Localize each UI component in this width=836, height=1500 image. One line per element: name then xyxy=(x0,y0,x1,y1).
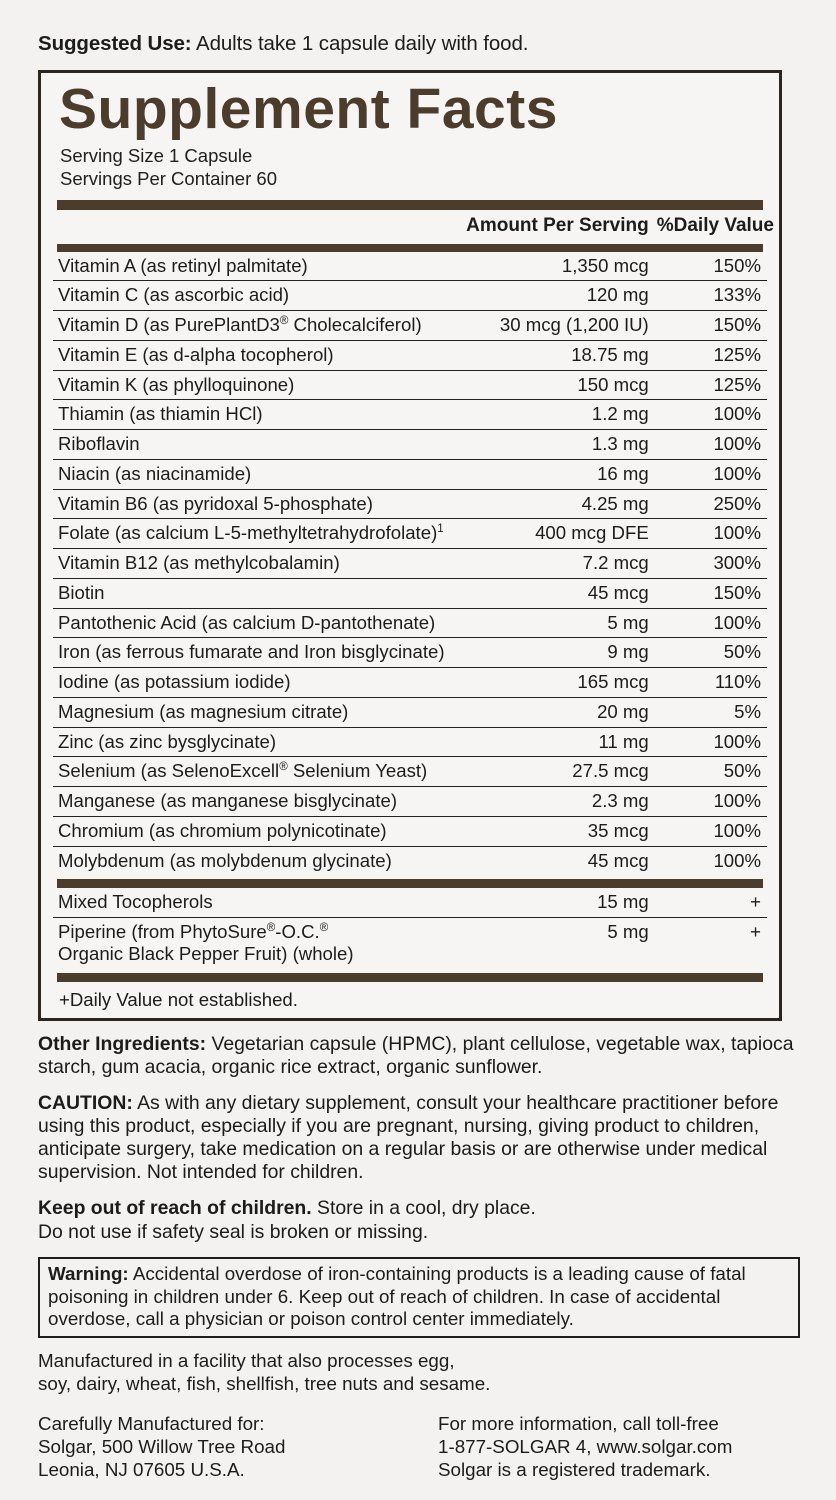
footer-right-line2: 1-877-SOLGAR 4, www.solgar.com xyxy=(438,1436,733,1458)
nutrient-amount: 35 mcg xyxy=(456,816,652,846)
nutrient-name: Vitamin E (as d-alpha tocopherol) xyxy=(53,340,456,370)
table-row xyxy=(53,816,767,846)
nutrient-amount: 165 mcg xyxy=(456,668,652,698)
footer-right-line1: For more information, call toll-free xyxy=(438,1413,719,1435)
table-row xyxy=(53,697,767,727)
nutrient-daily-value: + xyxy=(653,918,767,969)
nutrient-daily-value: 300% xyxy=(653,549,767,579)
registered-trademark-icon: ® xyxy=(319,922,329,935)
nutrient-amount: 1,350 mcg xyxy=(561,254,649,276)
nutrient-amount: 5 mg xyxy=(456,608,652,638)
table-row xyxy=(53,519,767,549)
nutrient-amount: 45 mcg xyxy=(456,578,652,608)
nutrient-name: Vitamin D (as PurePlantD3® Cholecalciferol) xyxy=(53,311,456,341)
table-row xyxy=(53,340,767,370)
table-row xyxy=(53,430,767,460)
rule-above-plus-rows xyxy=(57,879,763,888)
label-body-text xyxy=(38,1033,800,1482)
keep-out-line2: Do not use if safety seal is broken or missing. xyxy=(38,1220,429,1243)
nutrient-amount: 2.3 mg xyxy=(456,787,652,817)
nutrient-name: Iodine (as potassium iodide) xyxy=(53,668,456,698)
nutrient-amount: 45 mcg xyxy=(456,846,652,875)
footer xyxy=(38,1413,800,1481)
nutrient-rows-body xyxy=(53,252,767,876)
nutrient-amount: 7.2 mcg xyxy=(456,549,652,579)
caution-paragraph xyxy=(38,1092,800,1184)
footer-contact-column xyxy=(438,1413,798,1481)
nutrient-amount: 16 mg xyxy=(456,459,652,489)
table-row xyxy=(53,459,767,489)
nutrient-name: Piperine (from PhytoSure®-O.C.® Organic Black Pepper Fruit) (whole) xyxy=(53,918,456,969)
nutrient-name: Magnesium (as magnesium citrate) xyxy=(53,697,456,727)
nutrient-amount: 18.75 mg xyxy=(456,340,652,370)
col-header-daily-value: %Daily Value xyxy=(656,214,774,236)
nutrient-amount: 1.3 mg xyxy=(456,430,652,460)
nutrient-name: Vitamin K (as phylloquinone) xyxy=(53,370,456,400)
table-row xyxy=(53,918,767,969)
table-row xyxy=(53,400,767,430)
nutrient-daily-value: 133% xyxy=(653,281,767,311)
nutrient-daily-value: 125% xyxy=(653,340,767,370)
table-row xyxy=(53,281,767,311)
table-row xyxy=(53,489,767,519)
footer-left-line1: Carefully Manufactured for: xyxy=(38,1413,265,1435)
nutrient-name: Mixed Tocopherols xyxy=(58,891,213,913)
nutrient-name: Selenium (as SelenoExcell® Selenium Yeast) xyxy=(53,757,456,787)
plus-rows-body xyxy=(53,888,767,968)
nutrient-daily-value: 100% xyxy=(653,608,767,638)
table-row xyxy=(53,787,767,817)
nutrient-name: Vitamin B6 (as pyridoxal 5-phosphate) xyxy=(53,489,456,519)
nutrient-daily-value: 110% xyxy=(653,668,767,698)
serving-info xyxy=(60,144,767,191)
nutrient-name: Vitamin A (as retinyl palmitate) xyxy=(58,254,308,276)
serving-size: Serving Size 1 Capsule xyxy=(60,145,253,167)
nutrient-name: Manganese (as manganese bisglycinate) xyxy=(53,787,456,817)
nutrient-amount: 400 mcg DFE xyxy=(456,519,652,549)
registered-trademark-icon: ® xyxy=(279,761,288,774)
table-row xyxy=(53,608,767,638)
nutrition-table xyxy=(53,210,774,241)
table-row xyxy=(53,727,767,757)
rule-top-thick xyxy=(57,200,763,210)
nutrient-name: Biotin xyxy=(53,578,456,608)
plus-rows-table xyxy=(53,888,767,968)
nutrient-amount: 5 mg xyxy=(456,918,652,969)
nutrient-name: Thiamin (as thiamin HCl) xyxy=(53,400,456,430)
nutrient-amount: 11 mg xyxy=(456,727,652,757)
table-row xyxy=(53,370,767,400)
nutrient-daily-value: 150% xyxy=(653,578,767,608)
table-header xyxy=(53,210,774,241)
nutrient-name: Molybdenum (as molybdenum glycinate) xyxy=(53,846,456,875)
nutrient-amount: 120 mg xyxy=(456,281,652,311)
nutrient-daily-value: 125% xyxy=(653,370,767,400)
nutrient-amount: 4.25 mg xyxy=(456,489,652,519)
nutrient-daily-value: 150% xyxy=(713,254,761,276)
table-row xyxy=(53,311,767,341)
table-row xyxy=(53,549,767,579)
table-row xyxy=(53,846,767,875)
servings-per-container: Servings Per Container 60 xyxy=(60,168,277,190)
nutrient-daily-value: 100% xyxy=(653,430,767,460)
other-ingredients-text: Vegetarian capsule (HPMC), plant cellulose, vegetable wax, tapioca starch, gum acacia, organic rice extract, organic sunflower. xyxy=(38,1033,794,1079)
keep-out-label: Keep out of reach of children. xyxy=(38,1197,312,1220)
nutrient-amount: 1.2 mg xyxy=(456,400,652,430)
keep-out-paragraph xyxy=(38,1197,800,1243)
caution-text: As with any dietary supplement, consult your healthcare practitioner before using this product, especially if you are pregnant, nursing, giving product to children, anticipate surgery, take medication on a regular basis or are otherwise under medical supervision. Not intended for children. xyxy=(38,1092,779,1184)
nutrient-name: Riboflavin xyxy=(53,430,456,460)
table-row xyxy=(53,578,767,608)
nutrient-name: Vitamin C (as ascorbic acid) xyxy=(53,281,456,311)
rule-under-header xyxy=(57,244,763,252)
nutrient-daily-value: 100% xyxy=(653,727,767,757)
daily-value-footnote: +Daily Value not established. xyxy=(59,988,298,1010)
footer-manufacturer-column xyxy=(38,1413,438,1481)
col-header-name xyxy=(53,210,456,241)
nutrient-daily-value: 250% xyxy=(653,489,767,519)
facility-statement xyxy=(38,1350,800,1395)
nutrient-daily-value: 50% xyxy=(653,638,767,668)
supplement-facts-panel xyxy=(38,70,782,1021)
page-title: Supplement Facts xyxy=(59,77,558,141)
footer-left-line3: Leonia, NJ 07605 U.S.A. xyxy=(38,1458,245,1480)
facility-line2: soy, dairy, wheat, fish, shellfish, tree nuts and sesame. xyxy=(38,1372,491,1394)
footer-right-line3: Solgar is a registered trademark. xyxy=(438,1458,711,1480)
nutrient-daily-value: 100% xyxy=(653,846,767,875)
warning-box xyxy=(38,1257,800,1339)
nutrient-daily-value: 50% xyxy=(653,757,767,787)
table-row xyxy=(53,668,767,698)
table-row xyxy=(53,252,767,281)
registered-trademark-icon: ® xyxy=(279,315,289,328)
other-ingredients-paragraph xyxy=(38,1033,800,1079)
suggested-use-text: Adults take 1 capsule daily with food. xyxy=(191,32,529,55)
nutrient-name: Iron (as ferrous fumarate and Iron bisglycinate) xyxy=(53,638,456,668)
table-row xyxy=(53,757,767,787)
nutrient-name: Folate (as calcium L-5-methyltetrahydrofolate)$^1$ xyxy=(53,519,456,549)
nutrient-daily-value: 100% xyxy=(653,519,767,549)
footnote-marker: 1 xyxy=(437,523,444,536)
suggested-use-label: Suggested Use: xyxy=(38,32,192,55)
nutrient-amount: 150 mcg xyxy=(456,370,652,400)
nutrient-daily-value: 5% xyxy=(653,697,767,727)
suggested-use-line xyxy=(38,32,528,56)
nutrient-daily-value: 100% xyxy=(653,787,767,817)
nutrient-amount: 9 mg xyxy=(456,638,652,668)
warning-text: Accidental overdose of iron-containing products is a leading cause of fatal poisoning in children under 6. Keep out of reach of children. In case of accidental overdose, call a physician or poison control center immediately. xyxy=(48,1262,746,1330)
warning-label: Warning: xyxy=(48,1262,129,1284)
nutrient-name: Zinc (as zinc bysglycinate) xyxy=(53,727,456,757)
nutrient-amount: 20 mg xyxy=(456,697,652,727)
keep-out-text: Store in a cool, dry place. xyxy=(311,1197,536,1220)
nutrient-name: Chromium (as chromium polynicotinate) xyxy=(53,816,456,846)
nutrient-daily-value: 150% xyxy=(653,311,767,341)
col-header-amount: Amount Per Serving xyxy=(466,214,649,236)
facility-line1: Manufactured in a facility that also processes egg, xyxy=(38,1350,455,1372)
nutrient-daily-value: 100% xyxy=(653,816,767,846)
nutrient-name: Niacin (as niacinamide) xyxy=(53,459,456,489)
rule-below-plus-rows xyxy=(57,973,763,982)
nutrient-daily-value: + xyxy=(750,891,761,913)
nutrient-name: Vitamin B12 (as methylcobalamin) xyxy=(53,549,456,579)
nutrient-amount: 15 mg xyxy=(597,891,649,913)
table-row xyxy=(53,638,767,668)
registered-trademark-icon: ® xyxy=(266,922,276,935)
table-row xyxy=(53,888,767,917)
nutrient-amount: 30 mcg (1,200 IU) xyxy=(456,311,652,341)
nutrient-daily-value: 100% xyxy=(653,459,767,489)
nutrient-name: Pantothenic Acid (as calcium D-pantothenate) xyxy=(53,608,456,638)
nutrient-daily-value: 100% xyxy=(653,400,767,430)
nutrient-amount: 27.5 mcg xyxy=(456,757,652,787)
other-ingredients-label: Other Ingredients: xyxy=(38,1033,207,1055)
caution-label: CAUTION: xyxy=(38,1092,133,1115)
nutrient-rows-table xyxy=(53,252,767,876)
footer-left-line2: Solgar, 500 Willow Tree Road xyxy=(38,1436,286,1458)
